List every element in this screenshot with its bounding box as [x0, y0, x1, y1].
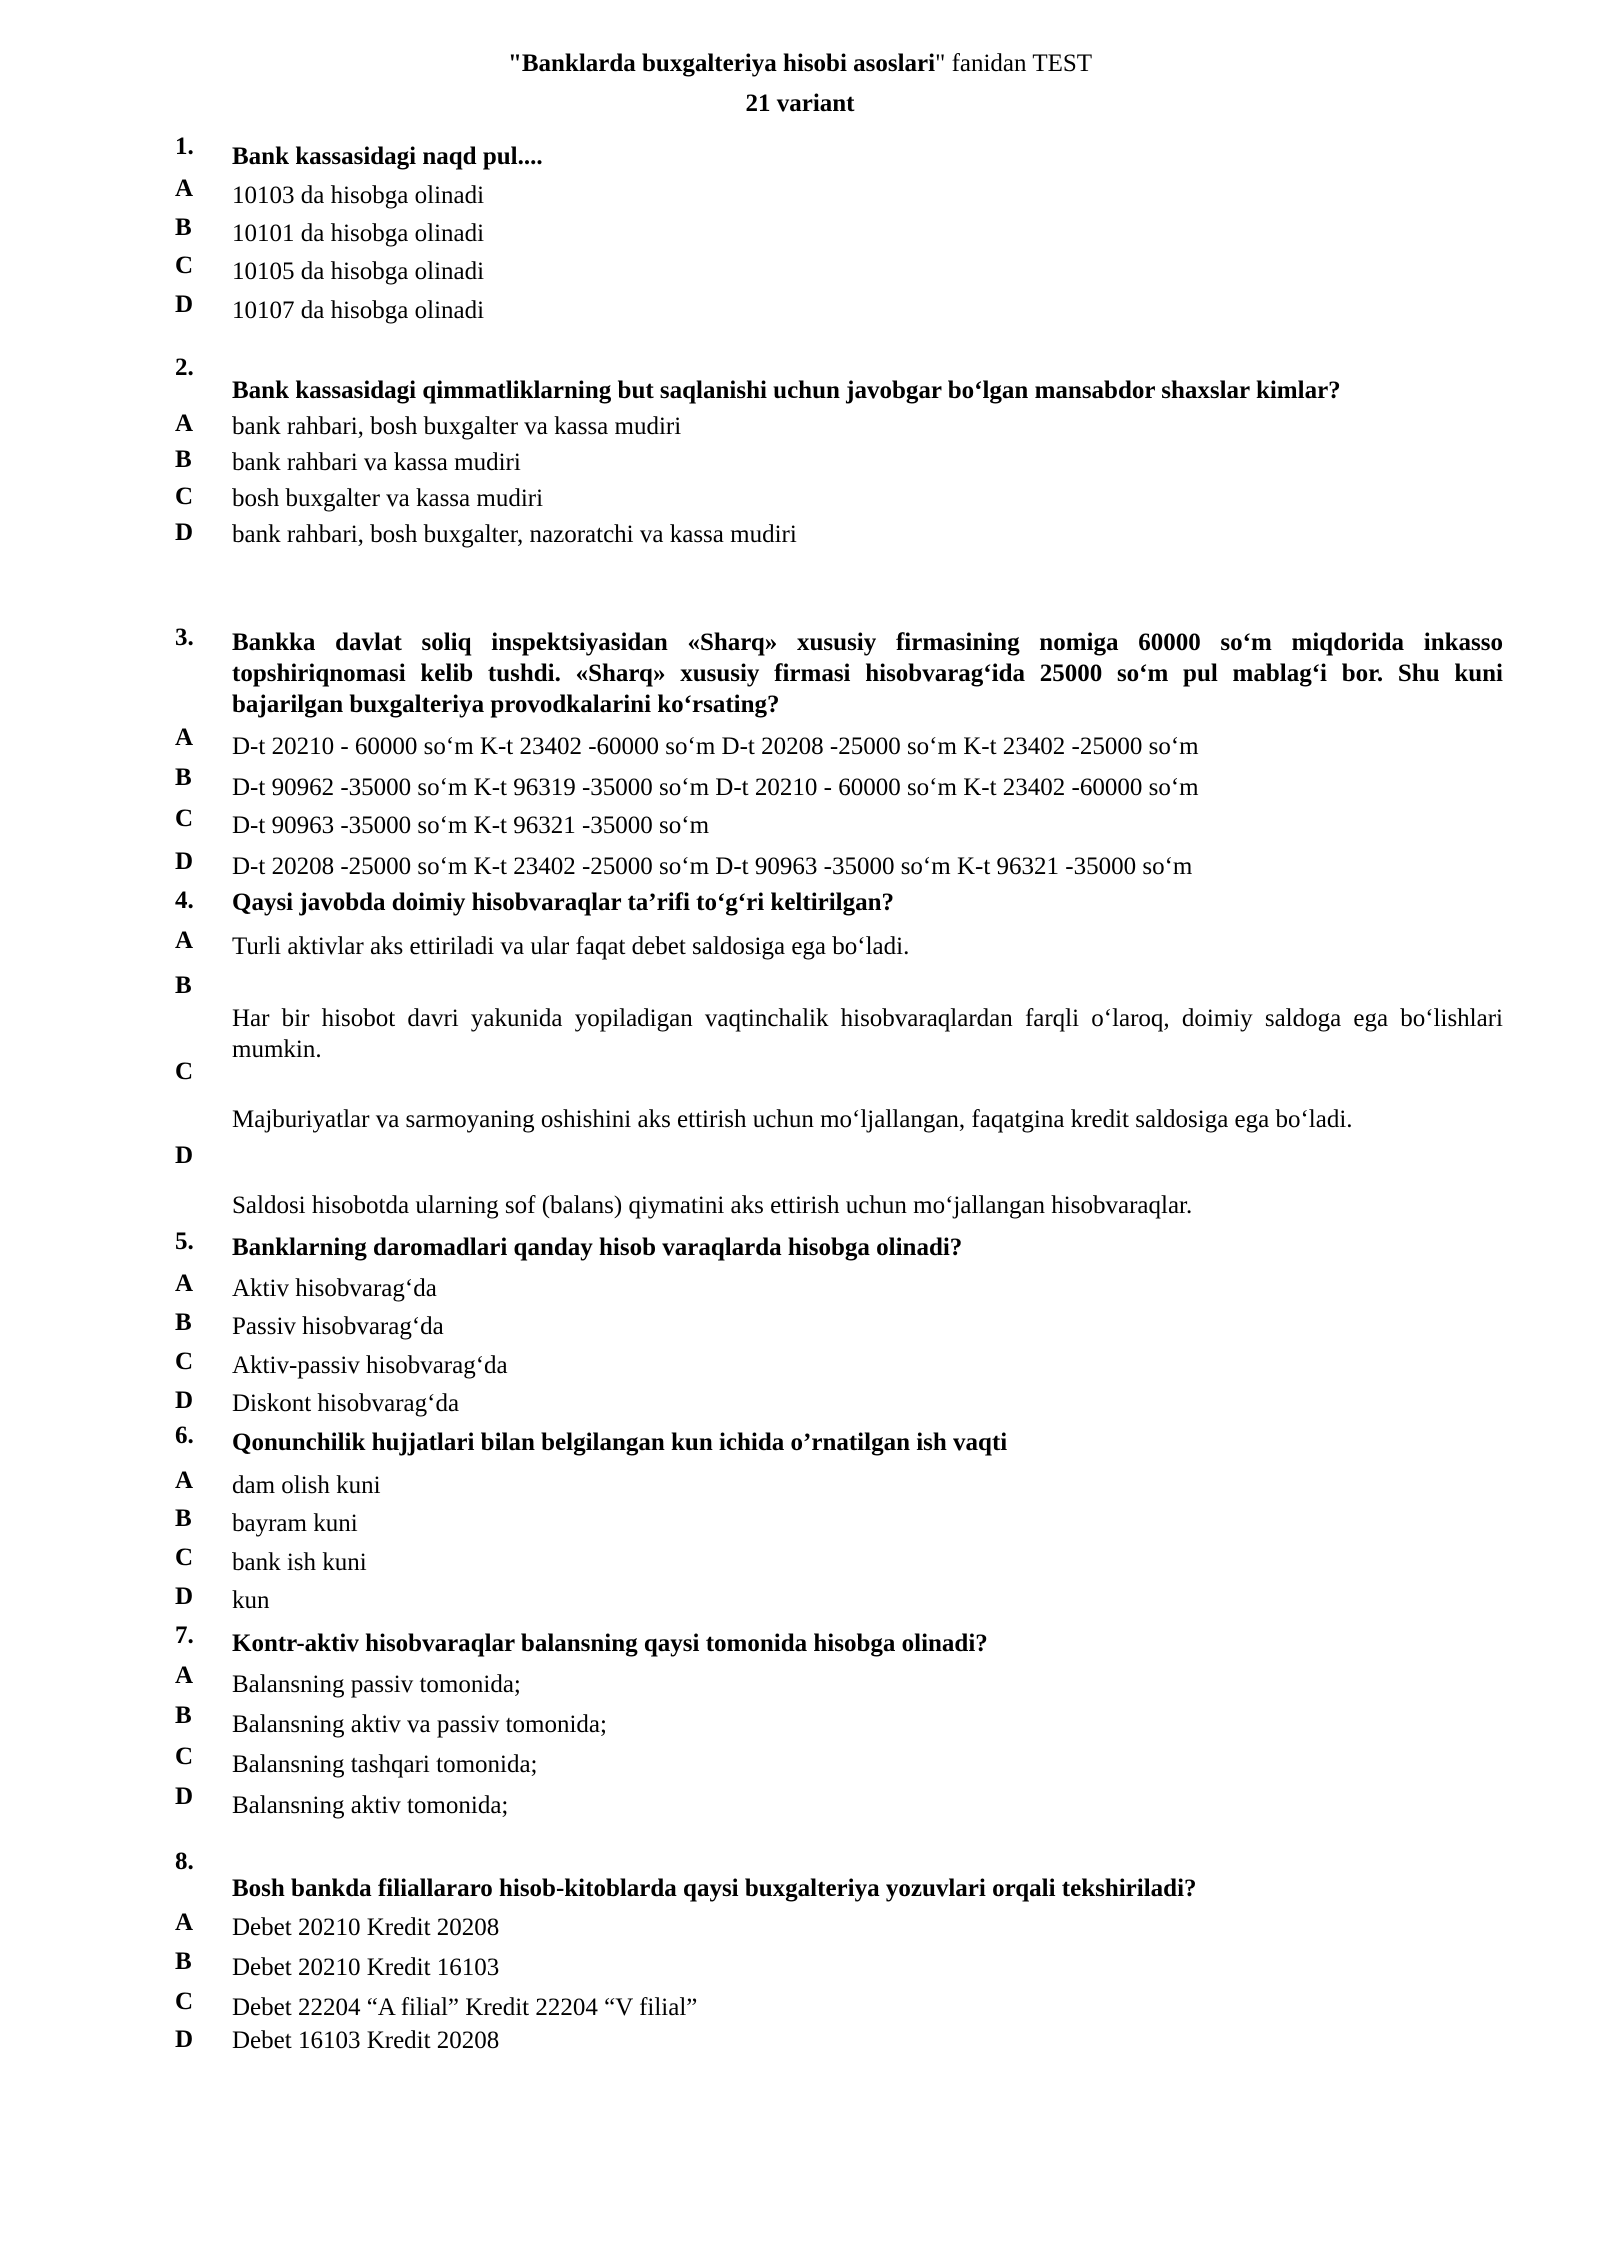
- option-letter: D: [175, 291, 194, 318]
- option-letter: C: [175, 805, 194, 832]
- option-text: bank rahbari, bosh buxgalter, nazoratchi va kassa mudiri: [232, 521, 797, 548]
- option-letter: B: [175, 214, 192, 241]
- subject-name: "Banklarda buxgalteriya hisobi asoslari: [507, 50, 936, 77]
- option-text: D-t 90962 -35000 so‘m K-t 96319 -35000 so‘m D-t 20210 - 60000 so‘m K-t 23402 -60000 so‘m: [232, 774, 1199, 801]
- option-letter: B: [175, 1505, 192, 1532]
- option-letter: B: [175, 1948, 192, 1975]
- option-text: D-t 20208 -25000 so‘m K-t 23402 -25000 so‘m D-t 90963 -35000 so‘m K-t 96321 -35000 so‘m: [232, 853, 1193, 880]
- option-text: 10101 da hisobga olinadi: [232, 220, 485, 247]
- option-letter: D: [175, 2026, 194, 2053]
- question-number: 1.: [175, 133, 194, 160]
- option-letter: D: [175, 1387, 194, 1414]
- question-text: Kontr-aktiv hisobvaraqlar balansning qaysi tomonida hisobga olinadi?: [232, 1630, 988, 1657]
- question-number: 8.: [175, 1848, 194, 1875]
- option-letter: A: [175, 1909, 194, 1936]
- option-letter: D: [175, 1583, 194, 1610]
- option-letter: C: [175, 1348, 194, 1375]
- question-number: 5.: [175, 1228, 194, 1255]
- option-text: Turli aktivlar aks ettiriladi va ular faqat debet saldosiga ega bo‘ladi.: [232, 933, 910, 960]
- option-letter: D: [175, 848, 194, 875]
- option-text: Debet 20210 Kredit 16103: [232, 1954, 500, 1981]
- question-text: Banklarning daromadlari qanday hisob varaqlarda hisobga olinadi?: [232, 1234, 963, 1261]
- question-text: Bankka davlat soliq inspektsiyasidan «Sharq» xususiy firmasining nomiga 60000 so‘m miqdorida inkasso topshiriqnomasi kelib tushdi. «Sharq» xususiy firmasi hisobvarag‘ida 25000 so‘m pul mablag‘i bor. Shu kuni bajarilgan buxgalteriya provodkalarini ko‘rsating?: [232, 629, 1503, 718]
- option-letter: A: [175, 1467, 194, 1494]
- option-letter: C: [175, 1988, 194, 2015]
- option-letter: A: [175, 1270, 194, 1297]
- option-text: Debet 20210 Kredit 20208: [232, 1914, 500, 1941]
- question-number: 7.: [175, 1622, 194, 1649]
- question-number: 6.: [175, 1422, 194, 1449]
- option-letter: A: [175, 1662, 194, 1689]
- title-suffix: " fanidan TEST: [935, 50, 1093, 77]
- option-text: bayram kuni: [232, 1510, 358, 1537]
- option-text: 10103 da hisobga olinadi: [232, 182, 485, 209]
- option-letter: B: [175, 1309, 192, 1336]
- option-text: Balansning passiv tomonida;: [232, 1671, 521, 1698]
- option-text: Debet 22204 “A filial” Kredit 22204 “V filial”: [232, 1994, 698, 2021]
- option-text: 10105 da hisobga olinadi: [232, 258, 485, 285]
- option-letter: A: [175, 724, 194, 751]
- option-text: D-t 20210 - 60000 so‘m K-t 23402 -60000 so‘m D-t 20208 -25000 so‘m K-t 23402 -25000 so‘m: [232, 733, 1199, 760]
- question-text: Bank kassasidagi qimmatliklarning but saqlanishi uchun javobgar bo‘lgan mansabdor shaxslar kimlar?: [232, 377, 1341, 404]
- option-text: 10107 da hisobga olinadi: [232, 297, 485, 324]
- question-text: Bank kassasidagi naqd pul....: [232, 143, 543, 170]
- option-letter: B: [175, 446, 192, 473]
- option-text: D-t 90963 -35000 so‘m K-t 96321 -35000 so‘m: [232, 812, 710, 839]
- option-text: Balansning aktiv tomonida;: [232, 1792, 509, 1819]
- option-text: Debet 16103 Kredit 20208: [232, 2027, 500, 2054]
- question-number: 3.: [175, 624, 194, 651]
- option-text: bank rahbari, bosh buxgalter va kassa mudiri: [232, 413, 682, 440]
- option-text: Diskont hisobvarag‘da: [232, 1390, 460, 1417]
- option-text: bosh buxgalter va kassa mudiri: [232, 485, 544, 512]
- question-text: Qaysi javobda doimiy hisobvaraqlar ta’rifi to‘g‘ri keltirilgan?: [232, 889, 895, 916]
- option-text: Saldosi hisobotda ularning sof (balans) qiymatini aks ettirish uchun mo‘jallangan hisobvaraqlar.: [232, 1192, 1193, 1219]
- document-title: [0, 50, 1600, 78]
- option-letter: B: [175, 972, 192, 999]
- option-letter: D: [175, 519, 194, 546]
- option-text: bank rahbari va kassa mudiri: [232, 449, 521, 476]
- option-text: bank ish kuni: [232, 1549, 367, 1576]
- question-number: 2.: [175, 354, 194, 381]
- question-text: Qonunchilik hujjatlari bilan belgilangan kun ichida o’rnatilgan ish vaqti: [232, 1429, 1008, 1456]
- option-letter: B: [175, 764, 192, 791]
- option-text: kun: [232, 1587, 270, 1614]
- option-letter: C: [175, 1544, 194, 1571]
- option-letter: D: [175, 1783, 194, 1810]
- option-text: Balansning aktiv va passiv tomonida;: [232, 1711, 607, 1738]
- option-letter: C: [175, 1743, 194, 1770]
- option-text: Har bir hisobot davri yakunida yopiladigan vaqtinchalik hisobvaraqlardan farqli o‘laroq, doimiy saldoga ega bo‘lishlari mumkin.: [232, 1005, 1503, 1063]
- option-text: Balansning tashqari tomonida;: [232, 1751, 538, 1778]
- option-letter: A: [175, 927, 194, 954]
- question-number: 4.: [175, 887, 194, 914]
- variant-label: 21 variant: [745, 90, 855, 117]
- option-text: Aktiv hisobvarag‘da: [232, 1275, 437, 1302]
- option-letter: C: [175, 1058, 194, 1085]
- option-letter: B: [175, 1702, 192, 1729]
- option-letter: C: [175, 252, 194, 279]
- question-text: Bosh bankda filiallararo hisob-kitoblarda qaysi buxgalteriya yozuvlari orqali tekshiriladi?: [232, 1875, 1197, 1902]
- option-letter: D: [175, 1142, 194, 1169]
- option-letter: A: [175, 175, 194, 202]
- option-text: Majburiyatlar va sarmoyaning oshishini aks ettirish uchun mo‘ljallangan, faqatgina kredit saldosiga ega bo‘ladi.: [232, 1106, 1353, 1133]
- option-text: Aktiv-passiv hisobvarag‘da: [232, 1352, 508, 1379]
- option-text: Passiv hisobvarag‘da: [232, 1313, 444, 1340]
- option-text: dam olish kuni: [232, 1472, 381, 1499]
- option-letter: C: [175, 483, 194, 510]
- option-letter: A: [175, 410, 194, 437]
